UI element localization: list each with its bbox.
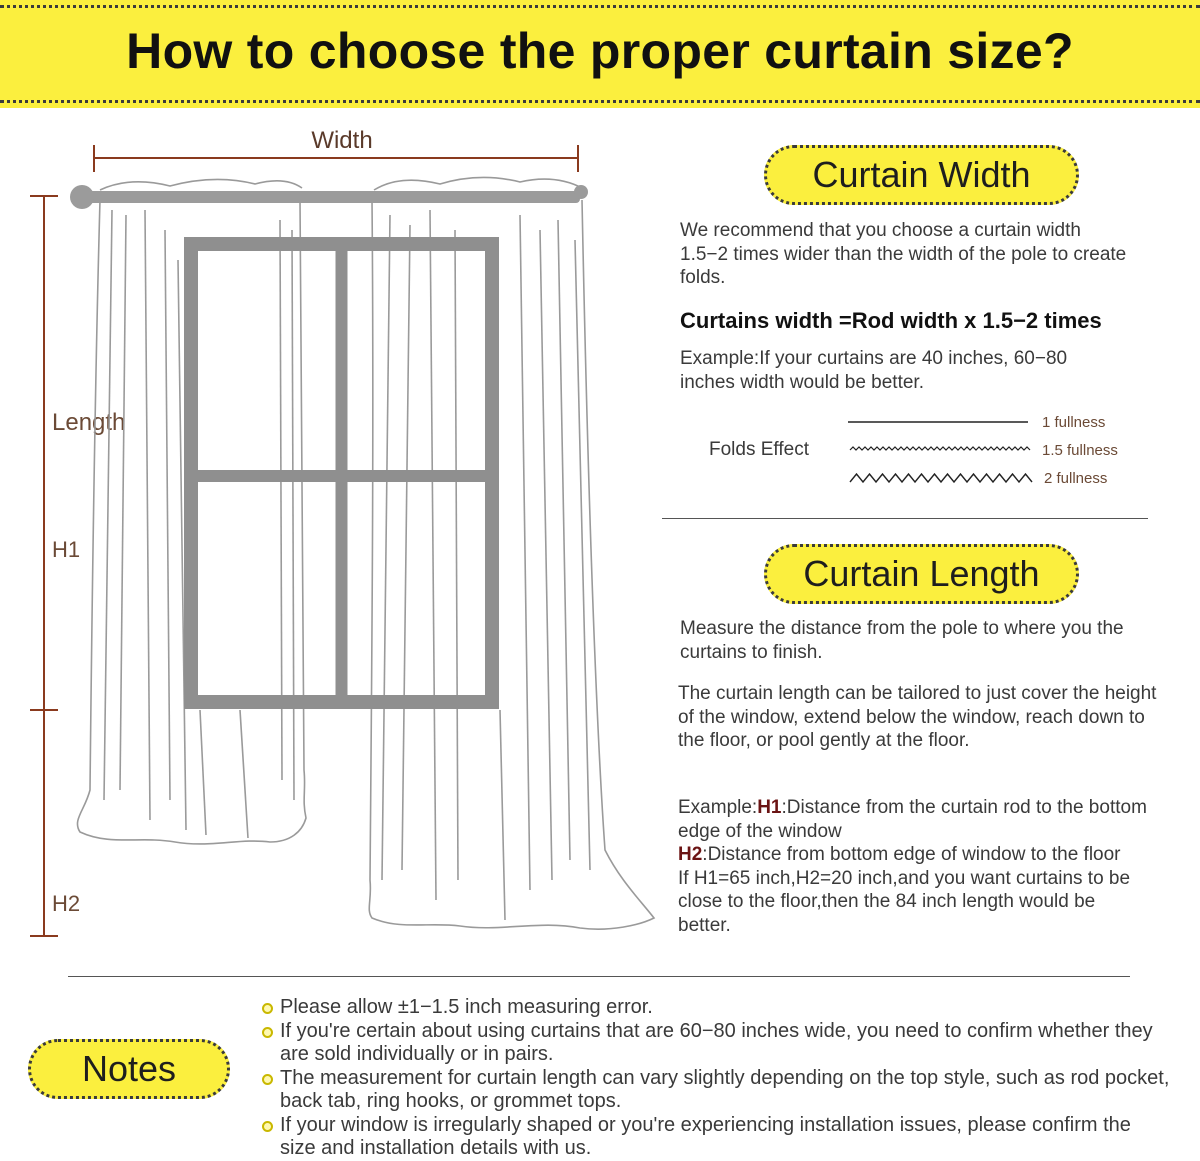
curtain-length-heading: Curtain Length <box>764 544 1079 604</box>
folds-illustration <box>840 408 1040 492</box>
h2-definition: :Distance from bottom edge of window to the floor <box>702 844 1121 865</box>
example-calculation: If H1=65 inch,H2=20 inch,and you want curtains to be close to the floor,then the 84 inch length would be better. <box>678 867 1131 936</box>
right-curtain <box>369 177 654 929</box>
length-example-text <box>678 796 1148 937</box>
h1-definition: :Distance from the curtain rod to the bottom edge of the window <box>678 797 1147 842</box>
note-item <box>262 1020 1172 1067</box>
notes-heading: Notes <box>28 1039 230 1099</box>
page-title: How to choose the proper curtain size? <box>126 23 1074 79</box>
h1-key: H1 <box>757 797 782 818</box>
curtain-width-heading: Curtain Width <box>764 145 1079 205</box>
width-formula: Curtains width =Rod width x 1.5−2 times <box>680 308 1102 333</box>
title-banner <box>0 0 1200 108</box>
note-item <box>262 1067 1172 1114</box>
folds-effect-label: Folds Effect <box>709 439 809 460</box>
width-example-text: Example:If your curtains are 40 inches, 60−80 inches width would be better. <box>680 348 1068 393</box>
fold-label-1-5: 1.5 fullness <box>1042 442 1118 459</box>
fold-line-1-5-fullness <box>850 447 1030 450</box>
banner-dotted-border-top <box>0 5 1200 8</box>
height-dimension <box>30 196 58 936</box>
notes-divider <box>68 976 1130 977</box>
bullet-icon <box>262 1003 273 1014</box>
note-text: If your window is irregularly shaped or you're experiencing installation issues, please confirm the size and installation details with us. <box>280 1113 1131 1159</box>
note-text: Please allow ±1−1.5 inch measuring error. <box>280 996 653 1018</box>
note-text: If you're certain about using curtains that are 60−80 inches wide, you need to confirm whether they are sold individually or in pairs. <box>280 1019 1153 1065</box>
example-prefix: Example: <box>678 797 758 818</box>
length-tailor-text: The curtain length can be tailored to just cover the height of the window, extend below the window, reach down to the floor, or pool gently at the floor. <box>678 683 1157 751</box>
banner-dotted-border-bottom <box>0 100 1200 103</box>
fold-label-2: 2 fullness <box>1044 470 1108 487</box>
note-item <box>262 1114 1172 1161</box>
h2-label: H2 <box>52 891 81 916</box>
window-frame <box>191 244 492 702</box>
length-label: Length <box>52 409 126 436</box>
curtain-rod <box>70 185 588 209</box>
fold-label-1: 1 fullness <box>1042 414 1106 431</box>
width-label: Width <box>311 127 373 154</box>
bullet-icon <box>262 1074 273 1085</box>
h1-label: H1 <box>52 537 81 562</box>
section-divider <box>662 518 1148 519</box>
bullet-icon <box>262 1121 273 1132</box>
length-intro-text: Measure the distance from the pole to where you the curtains to finish. <box>680 618 1124 663</box>
width-intro-text: We recommend that you choose a curtain width 1.5−2 times wider than the width of the pole to create folds. <box>680 220 1127 288</box>
fold-line-2-fullness <box>850 474 1032 482</box>
h2-key: H2 <box>678 844 703 865</box>
bullet-icon <box>262 1027 273 1038</box>
curtain-diagram <box>0 108 660 968</box>
notes-list <box>262 996 1172 1161</box>
note-text: The measurement for curtain length can vary slightly depending on the top style, such as rod pocket, back tab, ring hooks, or grommet tops. <box>280 1066 1170 1112</box>
note-item <box>262 996 1172 1020</box>
